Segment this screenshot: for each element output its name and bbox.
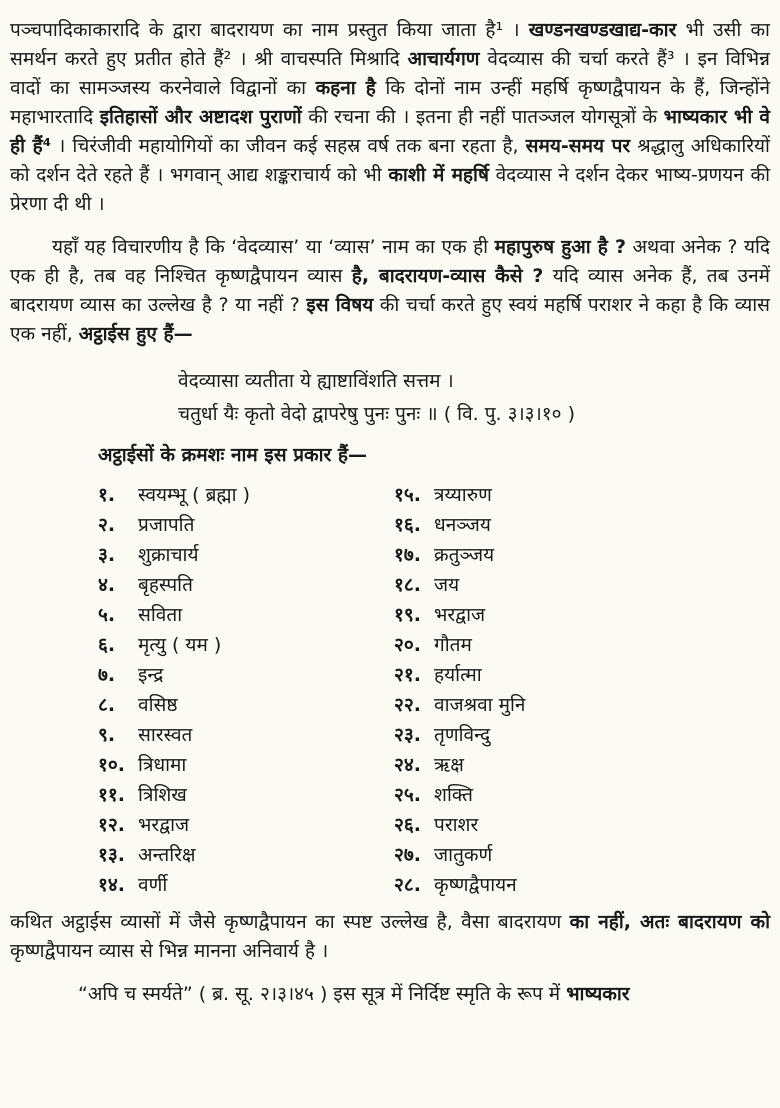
list-item <box>394 780 770 810</box>
sanskrit-verse <box>178 365 770 431</box>
list-item-name: कृष्णद्वैपायन <box>434 874 517 896</box>
list-item-name: ऋक्ष <box>434 754 464 776</box>
list-item-name: शक्ति <box>434 784 473 806</box>
list-intro: अट्ठाईसों के क्रमशः नाम इस प्रकार हैं— <box>98 444 368 466</box>
list-item-name: हर्यात्मा <box>434 664 482 686</box>
list-item <box>98 540 394 570</box>
list-item-name: स्वयम्भू ( ब्रह्मा ) <box>138 484 251 506</box>
list-item <box>394 870 770 900</box>
list-item <box>394 660 770 690</box>
list-item-number: १५. <box>394 484 421 506</box>
list-item-number: २. <box>98 514 116 536</box>
list-item-number: १२. <box>98 814 125 836</box>
list-item <box>98 810 394 840</box>
vyasa-list <box>98 480 770 900</box>
verse-line-2: चतुर्धा यैः कृतो वेदो द्वापरेषु पुनः पुनः ॥ ( वि. पु. ३।३।१० ) <box>178 403 575 425</box>
list-item-name: धनञ्जय <box>434 514 491 536</box>
list-item-name: सविता <box>138 604 183 626</box>
list-item <box>98 750 394 780</box>
list-item-number: ६. <box>98 634 116 656</box>
list-item-number: २७. <box>394 844 421 866</box>
list-item <box>394 570 770 600</box>
list-item-name: त्रिशिख <box>138 784 187 806</box>
list-item-name: भरद्वाज <box>138 814 190 836</box>
list-item-number: १७. <box>394 544 421 566</box>
list-item-name: जय <box>434 574 460 596</box>
list-item <box>394 840 770 870</box>
list-item <box>98 780 394 810</box>
list-item <box>98 570 394 600</box>
list-item-number: २५. <box>394 784 421 806</box>
list-item-number: १९. <box>394 604 421 626</box>
list-item-number: १६. <box>394 514 421 536</box>
list-item <box>394 690 770 720</box>
list-item-name: भरद्वाज <box>434 604 486 626</box>
list-item <box>98 600 394 630</box>
list-item-number: ७. <box>98 664 116 686</box>
verse-line-1: वेदव्यासा व्यतीता ये ह्याष्टाविंशति सत्तम । <box>178 370 454 392</box>
list-item <box>394 720 770 750</box>
list-item-number: २१. <box>394 664 421 686</box>
vyasa-list-left <box>98 480 394 900</box>
list-item <box>394 540 770 570</box>
list-item-name: शुक्राचार्य <box>138 544 199 566</box>
list-item <box>394 600 770 630</box>
list-item-name: पराशर <box>434 814 479 836</box>
list-item <box>98 870 394 900</box>
list-item-name: मृत्यु ( यम ) <box>138 634 222 656</box>
list-item-name: जातुकर्ण <box>434 844 493 866</box>
list-item-name: त्रय्यारुण <box>434 484 492 506</box>
vyasa-list-right <box>394 480 770 900</box>
list-item-name: इन्द्र <box>138 664 164 686</box>
list-item-name: वाजश्रवा मुनि <box>434 694 526 716</box>
paragraph-intro: पञ्चपादिकाकारादि के द्वारा बादरायण का नाम प्रस्तुत किया जाता है¹ । खण्डनखण्डखाद्य-कार भी उसी का समर्थन करते हुए प्रतीत होते हैं² । श्री वाचस्पति मिश्रादि आचार्यगण वेदव्यास की चर्चा करते हैं³ । इन विभिन्न वादों का सामञ्जस्य करनेवाले विद्वानों का कहना है कि दोनों नाम उन्हीं महर्षि कृष्णद्वैपायन के हैं, जिन्होंने महाभारतादि इतिहासों और अष्टादश पुराणों की रचना की । इतना ही नहीं पातञ्जल योगसूत्रों के भाष्यकार भी वे ही हैं⁴ । चिरंजीवी महायोगियों का जीवन कई सहस्र वर्ष तक बना रहता है, समय-समय पर श्रद्धालु अधिकारियों को दर्शन देते रहते हैं । भगवान् आद्य शङ्कराचार्य को भी काशी में महर्षि वेदव्यास ने दर्शन देकर भाष्य-प्रणयन की प्रेरणा दी थी । <box>10 19 771 215</box>
list-item-number: २०. <box>394 634 421 656</box>
list-item-name: त्रिधामा <box>138 754 187 776</box>
list-item-name: प्रजापति <box>138 514 195 536</box>
list-item <box>394 750 770 780</box>
list-item-number: १८. <box>394 574 421 596</box>
list-item-number: २२. <box>394 694 421 716</box>
list-item-number: ३. <box>98 544 116 566</box>
list-item-number: २८. <box>394 874 421 896</box>
list-item-name: क्रतुञ्जय <box>434 544 495 566</box>
list-item <box>394 480 770 510</box>
list-item-number: १०. <box>98 754 125 776</box>
list-item-number: ८. <box>98 694 116 716</box>
list-item <box>394 510 770 540</box>
list-item <box>98 510 394 540</box>
list-item-number: ४. <box>98 574 116 596</box>
list-item <box>98 840 394 870</box>
paragraph-conclusion: कथित अट्ठाईस व्यासों में जैसे कृष्णद्वैपायन का स्पष्ट उल्लेख है, वैसा बादरायण का नहीं, अतः बादरायण को कृष्णद्वैपायन व्यास से भिन्न मानना अनिवार्य है । <box>10 911 770 962</box>
list-item-name: वसिष्ठ <box>138 694 178 716</box>
list-item-number: १४. <box>98 874 125 896</box>
list-item <box>98 480 394 510</box>
list-item-name: गौतम <box>434 634 472 656</box>
list-item-number: २६. <box>394 814 421 836</box>
list-item-number: २४. <box>394 754 421 776</box>
list-item <box>394 810 770 840</box>
paragraph-question: यहाँ यह विचारणीय है कि ‘वेदव्यास’ या ‘व्यास’ नाम का एक ही महापुरुष हुआ है ? अथवा अनेक ? यदि एक ही है, तब वह निश्चित कृष्णद्वैपायन व्यास है, बादरायण-व्यास कैसे ? यदि व्यास अनेक हैं, तब उनमें बादरायण व्यास का उल्लेख है ? या नहीं ? इस विषय की चर्चा करते हुए स्वयं महर्षि पराशर ने कहा है कि व्यास एक नहीं, अट्ठाईस हुए हैं— <box>10 236 770 345</box>
list-item <box>394 630 770 660</box>
list-item-name: बृहस्पति <box>138 574 193 596</box>
paragraph-sutra-reference: “अपि च स्मर्यते” ( ब्र. सू. २।३।४५ ) इस सूत्र में निर्दिष्ट स्मृति के रूप में भाष्यकार <box>78 983 630 1005</box>
list-item-number: १३. <box>98 844 125 866</box>
list-item <box>98 690 394 720</box>
list-item-number: ११. <box>98 784 125 806</box>
list-item-name: तृणविन्दु <box>434 724 491 746</box>
list-item <box>98 720 394 750</box>
list-item-name: वर्णी <box>138 874 168 896</box>
list-item-number: ९. <box>98 724 116 746</box>
list-item <box>98 660 394 690</box>
list-item-name: अन्तरिक्ष <box>138 844 196 866</box>
list-item <box>98 630 394 660</box>
list-item-name: सारस्वत <box>138 724 193 746</box>
list-item-number: १. <box>98 484 116 506</box>
list-item-number: ५. <box>98 604 116 626</box>
list-item-number: २३. <box>394 724 421 746</box>
